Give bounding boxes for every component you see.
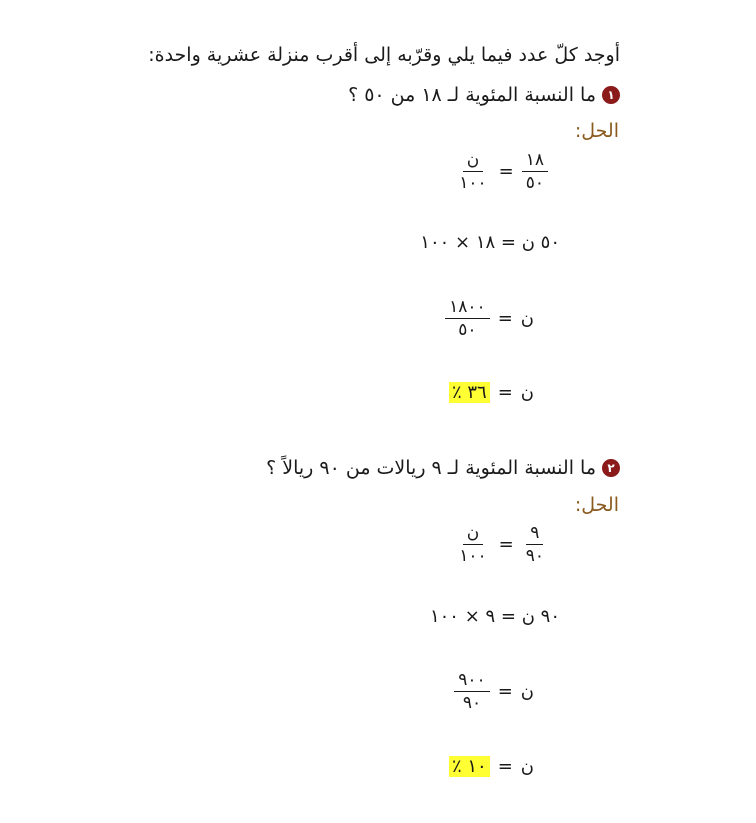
- problem-2-step-1: [455, 522, 548, 566]
- problem-2-answer-highlight: ١٠ ٪: [449, 756, 490, 777]
- fraction-denominator: ٩٠: [525, 545, 544, 566]
- problem-1-number-badge: ١: [602, 86, 620, 104]
- instruction-text: أوجد كلّ عدد فيما يلي وقرّبه إلى أقرب منزلة عشرية واحدة:: [148, 44, 620, 66]
- fraction-numerator: ١٨٠٠: [445, 297, 490, 319]
- fraction-denominator: ١٠٠: [459, 172, 487, 193]
- fraction-numerator: ٩: [526, 523, 543, 545]
- problem-1-question: [348, 80, 620, 110]
- fraction-numerator: ن: [463, 523, 483, 545]
- problem-1-step-3-fraction: [445, 297, 490, 340]
- fraction-denominator: ١٠٠: [459, 545, 487, 566]
- variable-n: ن: [520, 381, 534, 403]
- fraction-denominator: ٩٠: [462, 692, 482, 713]
- fraction-numerator: ١٨: [522, 150, 548, 172]
- equals-sign: =: [497, 755, 513, 777]
- problem-1-step-2-equation: ٥٠ ن = ١٨ × ١٠٠: [420, 231, 560, 253]
- problem-1-step-1: [455, 149, 548, 193]
- problem-1-question-text: ما النسبة المئوية لـ ١٨ من ٥٠ ؟: [348, 84, 596, 106]
- problem-1-step-1-left-fraction: [522, 150, 548, 193]
- problem-2-step-1-left-fraction: [522, 523, 548, 566]
- problem-2-step-2: [430, 594, 560, 638]
- equals-sign: =: [498, 160, 514, 182]
- problem-1-answer-highlight: ٣٦ ٪: [449, 382, 490, 403]
- problem-2-step-3-fraction: [454, 670, 489, 713]
- fraction-denominator: ٥٠: [458, 319, 477, 340]
- equals-sign: =: [497, 307, 513, 329]
- problem-2-step-3: [454, 669, 534, 713]
- fraction-numerator: ٩٠٠: [454, 670, 489, 692]
- problem-1-solution-label: الحل:: [574, 120, 619, 142]
- problem-1-step-1-right-fraction: [455, 150, 490, 193]
- problem-2-step-2-equation: ٩٠ ن = ٩ × ١٠٠: [429, 605, 560, 627]
- equals-sign: =: [498, 533, 514, 555]
- problem-2-question-text: ما النسبة المئوية لـ ٩ ريالات من ٩٠ ريالاً ؟: [266, 457, 596, 479]
- problem-2-solution-label: الحل:: [574, 494, 619, 516]
- problem-1-step-4: [449, 370, 534, 414]
- variable-n: ن: [520, 307, 534, 329]
- equals-sign: =: [497, 680, 513, 702]
- problem-2-question: [266, 453, 620, 483]
- problem-1-step-2: [420, 220, 560, 264]
- problem-2-number-badge: ٢: [602, 459, 620, 477]
- equals-sign: =: [497, 381, 513, 403]
- fraction-denominator: ٥٠: [525, 172, 544, 193]
- problem-2-step-4: [449, 744, 534, 788]
- problem-1-step-3: [445, 296, 534, 340]
- fraction-numerator: ن: [463, 150, 483, 172]
- variable-n: ن: [520, 680, 534, 702]
- problem-2-step-1-right-fraction: [455, 523, 490, 566]
- variable-n: ن: [520, 755, 534, 777]
